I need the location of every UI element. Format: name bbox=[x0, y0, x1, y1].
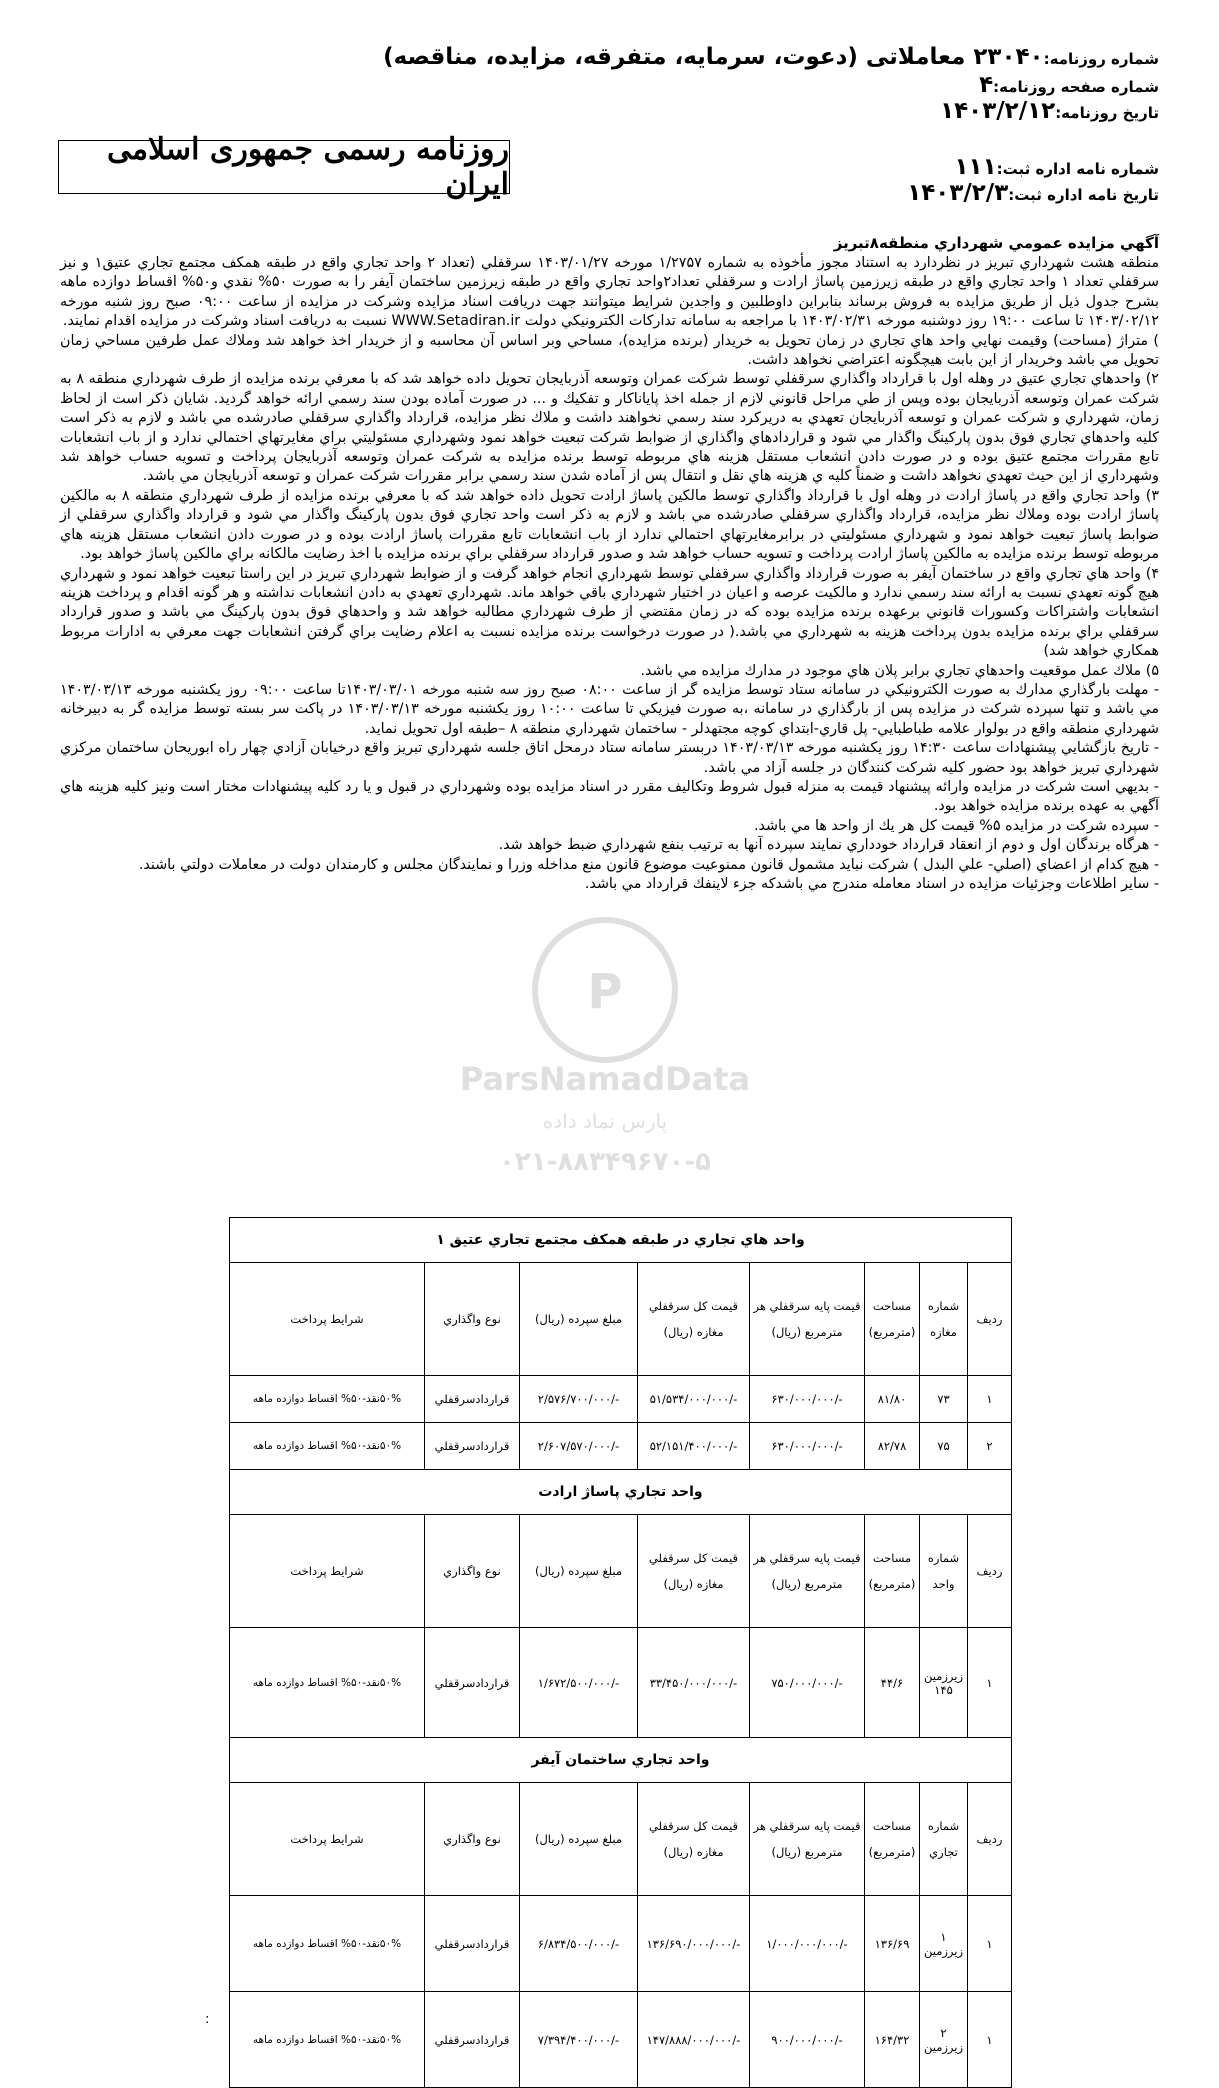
table-cell: ۵۰%نقد-۵۰% اقساط دوازده ماهه bbox=[229, 1423, 424, 1470]
page-number-line bbox=[979, 72, 1159, 98]
notice-item-5: ۵) ملاك عمل موقعيت واحدهاي تجاري برابر پلان هاي موجود در مدارك مزايده مي باشد. bbox=[640, 662, 1159, 679]
table-cell: ۱ bbox=[968, 1992, 1012, 2088]
table-cell: قراردادسرقفلي bbox=[425, 1896, 520, 1992]
notice-title: آگهي مزايده عمومي شهرداري منطقه۸تبريز bbox=[833, 234, 1159, 252]
table-cell: ۷۳ bbox=[920, 1376, 968, 1423]
table-1-header: قيمت كل سرقفلي مغازه (ريال) bbox=[638, 1263, 750, 1376]
table-3-header: شماره تجاري bbox=[920, 1783, 968, 1896]
watermark-subtitle: پارس نماد داده bbox=[542, 1109, 668, 1133]
gazette-logo bbox=[58, 132, 510, 202]
table-row bbox=[229, 1423, 1011, 1470]
table-cell: ۱ bbox=[968, 1896, 1012, 1992]
table-cell: قراردادسرقفلي bbox=[425, 1992, 520, 2088]
table-row bbox=[229, 1628, 1011, 1738]
table-cell: ۲ زيرزمين bbox=[920, 1992, 968, 2088]
issue-label: شماره روزنامه: bbox=[1043, 50, 1159, 68]
table-row bbox=[229, 1896, 1011, 1992]
table-3-header-row bbox=[229, 1783, 1011, 1896]
table-1-header: نوع واگذاري bbox=[425, 1263, 520, 1376]
table-cell: ۱۴۷/۸۸۸/۰۰۰/۰۰۰/- bbox=[638, 1992, 750, 2088]
table-1-header-row bbox=[229, 1263, 1011, 1376]
table-2-header-row bbox=[229, 1515, 1011, 1628]
issue-line bbox=[383, 44, 1159, 70]
issue-value: ۲۳۰۴۰ معاملاتی (دعوت، سرمایه، متفرقه، مزایده، مناقصه) bbox=[383, 44, 1044, 70]
table-cell: ۹۰۰/۰۰۰/۰۰۰/- bbox=[750, 1992, 865, 2088]
table-cell: ۴۴/۶ bbox=[865, 1628, 920, 1738]
notice-bullet-7: - ساير اطلاعات وجزئيات مزايده در اسناد معامله مندرج مي باشدكه جزء لاينفك قرارداد مي باشد. bbox=[584, 876, 1159, 892]
table-cell: ۵۰%نقد-۵۰% اقساط دوازده ماهه bbox=[229, 1896, 424, 1992]
table-cell: ۱/۰۰۰/۰۰۰/۰۰۰/- bbox=[750, 1896, 865, 1992]
registry-date-value: ۱۴۰۳/۲/۳ bbox=[907, 180, 1009, 206]
table-row bbox=[229, 1376, 1011, 1423]
table-2-header: رديف bbox=[968, 1515, 1012, 1628]
notice-bullet-5: - هرگاه برندگان اول و دوم از انعقاد قرارداد خودداري نمايند سپرده آنها به ترتيب بنفع شهرداري ضبط خواهد شد. bbox=[498, 837, 1159, 854]
page-label: شماره صفحه روزنامه: bbox=[993, 78, 1159, 96]
table-1-header: رديف bbox=[968, 1263, 1012, 1376]
table-cell: ۸۱/۸۰ bbox=[865, 1376, 920, 1423]
date-value: ۱۴۰۳/۲/۱۲ bbox=[940, 98, 1056, 124]
table-cell: ۶۳۰/۰۰۰/۰۰۰/- bbox=[750, 1423, 865, 1470]
table-cell: ۱۳۶/۶۹ bbox=[865, 1896, 920, 1992]
table-cell: ۳۳/۴۵۰/۰۰۰/۰۰۰/- bbox=[638, 1628, 750, 1738]
table-cell: ۶۳۰/۰۰۰/۰۰۰/- bbox=[750, 1376, 865, 1423]
date-line bbox=[940, 98, 1159, 124]
table-2-header: نوع واگذاري bbox=[425, 1515, 520, 1628]
registry-number-line bbox=[955, 154, 1159, 180]
notice-bullet-6: - هيچ كدام از اعضاي (اصلي- علي البدل ) شركت نبايد مشمول قانون ممنوعيت موضوع قانون منع مداخله وزرا و نمايندگان مجلس و كارمندان دولت در معاملات دولتي باشند. bbox=[138, 856, 1159, 873]
table-1-header: شرايط پرداخت bbox=[229, 1263, 424, 1376]
table-cell: ۱ bbox=[968, 1628, 1012, 1738]
notice-bullet-3: - بديهي است شركت در مزايده وارائه پيشنهاد قيمت به منزله قبول شروط وتكاليف مقرر در اسناد مزايده بوده وشهرداري در قبول و يا رد كليه پيشنهادات مختار است ونيز كليه هزينه هاي آگهي به عهده برنده مزايده خواهد بود. bbox=[60, 778, 1159, 815]
table-3-header: مبلغ سپرده (ريال) bbox=[520, 1783, 638, 1896]
registry-number-label: شماره نامه اداره ثبت: bbox=[996, 160, 1159, 178]
registry-number-value: ۱۱۱ bbox=[954, 154, 997, 180]
auction-tables bbox=[230, 1217, 1012, 2088]
notice-item-3: ۳) واحد تجاري واقع در پاساژ ارادت در وهله اول با قرارداد واگذاري توسط مالكين پاساژ ارادت تحويل داده خواهد شد كه با معرفي برنده مزايده از طرف شهرداري منطقه ۸ به مالكين پاساژ ارادت بوده وملاك نظر مزايده، قرارداد واگذاري سرقفلي صادرشده مي باشد و لازم به ذكر است واحد تجاري فوق بدون پاركينگ واگذار مي شود و قرارداد واگذاري سرقفلي از ضوابط پاساژ تبعيت خواهد نمود و شهرداري مسئوليتي در برابرمغايرتهاي احتمالي ندارد از باب انشعابات تابع مقررات پاساژ ارادت بوده و در صورت دادن انشعاب مستقل هزينه هاي مربوطه توسط برنده مزايده به مالكين پاساژ ارادت پرداخت و تسويه حساب خواهد شد و صدور قرارداد سرقفلي براي برنده مزايده با اخذ رضايت مالكانه براي مالكين پاساژ خواهد بود. bbox=[60, 487, 1159, 563]
date-label: تاریخ روزنامه: bbox=[1055, 104, 1159, 122]
table-cell: ۵۰%نقد-۵۰% اقساط دوازده ماهه bbox=[229, 1376, 424, 1423]
table-cell: ۲/۵۷۶/۷۰۰/۰۰۰/- bbox=[520, 1376, 638, 1423]
table-cell: ۵۲/۱۵۱/۴۰۰/۰۰۰/- bbox=[638, 1423, 750, 1470]
notice-item-2: ۲) واحدهاي تجاري عتيق در وهله اول با قرارداد واگذاري سرقفلي توسط شركت عمران وتوسعه آذربايجان تحويل داده خواهد شد كه با معرفي برنده مزايده از طرف شهرداري منطقه ۸ به شركت عمران وتوسعه آذربايجان بوده وپس از طي مراحل قانوني لازم از جمله اخذ پاياناكار و تفكيك و ... در صورت آماده بودن سند رسمي ارائه خواهد گرديد. شايان ذكر است از لحاظ زمان، شهرداري و شركت عمران و توسعه آذربايجان تعهدي به دريركرد سند رسمي نخواهند داشت و ملاك نظر مزايده، قرارداد واگذاري سرقفلي صادرشده مي باشد و لازم به ذكر است كليه واحدهاي تجاري فوق بدون پاركينگ واگذار مي شود و قراردادهاي واگذاري از ضوابط شركت تبعيت خواهد نمود وشهرداري مسئوليتي براي مغايرتهاي احتمالي ندارد و از باب انشعابات تابع مقررات مجتمع عتيق بوده و در صورت دادن انشعاب مستقل هزينه هاي مربوطه توسط برنده مزايده به شركت عمران وتوسعه آذربايجان پرداخت و تسويه حساب خواهد شد وشهرداري از اين حيث تعهدي نخواهد داشت و ضمناً كليه ي هزينه هاي نقل و انتقال پس از آماده شدن سند رسمي برابر مقررات شركت عمران و توسعه آذربايجان مي باشد. bbox=[60, 371, 1159, 485]
table-cell: ۲/۶۰۷/۵۷۰/۰۰۰/- bbox=[520, 1423, 638, 1470]
table-cell: ۷۵۰/۰۰۰/۰۰۰/- bbox=[750, 1628, 865, 1738]
table-cell: ۵۰%نقد-۵۰% اقساط دوازده ماهه bbox=[229, 1628, 424, 1738]
table-3-header: رديف bbox=[968, 1783, 1012, 1896]
auction-table bbox=[229, 1217, 1012, 2088]
table-3-header: شرايط پرداخت bbox=[229, 1783, 424, 1896]
table-2-header: قيمت پايه سرقفلي هر مترمربع (ريال) bbox=[750, 1515, 865, 1628]
table-3-header: قيمت پايه سرقفلي هر مترمربع (ريال) bbox=[750, 1783, 865, 1896]
table-cell: قراردادسرقفلي bbox=[425, 1628, 520, 1738]
notice-body bbox=[60, 254, 1159, 894]
notice-bullet-4: - سپرده شركت در مزايده ۵% قيمت كل هر يك از واحد ها مي باشد. bbox=[753, 817, 1159, 834]
table-2-title: واحد تجاري پاساژ ارادت bbox=[229, 1470, 1011, 1515]
notice-intro: منطقه هشت شهرداري تبريز در نظردارد به استناد مجوز مأخوذه به شماره ۱/۲۷۵۷ مورخه ۱۴۰۳/۰۱/۲۷ سرقفلي (تعداد ۲ واحد تجاري واقع در طبقه همكف مجتمع تجاري عتيق۱ و نيز سرقفلي تعداد ۱ واحد تجاري واقع در طبقه زيرزمين پاساژ ارادت و سرقفلي تعداد۲واحد تجاري واقع در طبقه زيرزمين ساختمان آيفر را به صورت ۵۰% نقدي و۵۰% اقساط دوازده ماهه بشرح جدول ذيل از طريق مزايده به فروش برساند بنابراين داوطلبين و واجدين شرايط ميتوانند جهت دريافت اسناد مزايده وشركت در مزايده از ساعت ۰۹:۰۰ صبح روز شنبه مورخه ۱۴۰۳/۰۲/۱۲ تا ساعت ۱۹:۰۰ روز دوشنبه مورخه ۱۴۰۳/۰۲/۳۱ با مراجعه به سامانه تداركات الكترونيكي دولت WWW.Setadiran.ir نسبت به دريافت اسناد وشركت در مزايده اقدام نمايند. bbox=[60, 255, 1159, 330]
table-2-header: قيمت كل سرقفلي مغازه (ريال) bbox=[638, 1515, 750, 1628]
table-3-header: مساحت (مترمربع) bbox=[865, 1783, 920, 1896]
table-cell: ۷/۳۹۴/۴۰۰/۰۰۰/- bbox=[520, 1992, 638, 2088]
table-1-title: واحد هاي تجاري در طبقه همكف مجتمع تجاري عتيق ۱ bbox=[229, 1218, 1011, 1263]
table-row bbox=[229, 1992, 1011, 2088]
table-cell: قراردادسرقفلي bbox=[425, 1376, 520, 1423]
table-cell: ۱ زيرزمين bbox=[920, 1896, 968, 1992]
table-cell: ۸۲/۷۸ bbox=[865, 1423, 920, 1470]
table-1-header: شماره مغازه bbox=[920, 1263, 968, 1376]
notice-bullet-2: - تاريخ بازگشايي پيشنهادات ساعت ۱۴:۳۰ روز يكشنبه مورخه ۱۴۰۳/۰۳/۱۳ دربستر سامانه ستاد درمحل اتاق جلسه شهرداري تبريز واقع درخيابان آزادي چهار راه ابوريحان ساختمان مركزي شهرداري تبريز خواهد بود حضور كليه شركت كنندگان در جلسه آزاد مي باشد. bbox=[60, 740, 1160, 776]
table-3-header: قيمت كل سرقفلي مغازه (ريال) bbox=[638, 1783, 750, 1896]
table-cell: ۱/۶۷۲/۵۰۰/۰۰۰/- bbox=[520, 1628, 638, 1738]
table-cell: قراردادسرقفلي bbox=[425, 1423, 520, 1470]
table-cell: ۱۳۶/۶۹۰/۰۰۰/۰۰۰/- bbox=[638, 1896, 750, 1992]
notice-bullet-1: - مهلت بارگذاري مدارك به صورت الكترونيكي در سامانه ستاد توسط مزايده گر از ساعت ۰۸:۰۰ صبح روز سه شنبه مورخه ۱۴۰۳/۰۳/۰۱تا ساعت ۰۹:۰۰ روز يكشنبه مورخه ۱۴۰۳/۰۳/۱۳ مي باشد و تنها سپرده شركت در مزايده پس از بارگذاري در سامانه ،به صورت فيزيكي تا ساعت ۱۰:۰۰ روز يكشنبه مورخه ۱۴۰۳/۰۳/۱۳ در پاكت سر بسته توسط مزايده گر به دبيرخانه شهرداري منطقه واقع در بولوار علامه طباطبايي- پل قاري-ابتداي كوچه مجتهدلر - ساختمان شهرداري منطقه ۸ –طبقه اول تحويل نمايد. bbox=[60, 681, 1160, 737]
registry-date-line bbox=[907, 180, 1159, 206]
registry-date-label: تاریخ نامه اداره ثبت: bbox=[1008, 186, 1159, 204]
notice-item-4: ۴) واحد هاي تجاري واقع در ساختمان آيفر به صورت قرارداد واگذاري سرقفلي توسط شهرداري انجام خواهد گرفت و از ضوابط شهرداري تبريز در اين راستا تبعيت خواهد نمود و شهرداري هيچ گونه تعهدي نسبت به ارائه سند رسمي ندارد و مالكيت عرصه و اعيان در اختيار شهرداري باقي خواهد ماند. شهرداري تعهدي به دادن انشعابات نداشته و هر گونه اقدام و پرداخت هزينه انشعابات واشتراكات وكسورات قانوني برعهده برنده مزايده بوده كه در زمان مقتضي از طرف شهرداري مطالبه خواهد شد و واحدهاي فوق بدون پاركينگ مي باشد و صدور قرارداد سرقفلي براي برنده مزايده بدون پرداخت هزينه به شهرداري مي باشد.( در صورت درخواست برنده مزايده نسبت به اعلام رضايت براي گرفتن انشعابات جهت معرفي به ادارات مربوط همكاري خواهد شد) bbox=[60, 565, 1159, 660]
table-3-title: واحد تجاري ساختمان آيفر bbox=[229, 1738, 1011, 1783]
table-cell: ۷۵ bbox=[920, 1423, 968, 1470]
table-2-header: مساحت (مترمربع) bbox=[865, 1515, 920, 1628]
table-3-header: نوع واگذاري bbox=[425, 1783, 520, 1896]
gazette-logo-text: روزنامه رسمی جمهوری اسلامی ایران bbox=[106, 132, 509, 202]
table-cell: زيرزمين ۱۴۵ bbox=[920, 1628, 968, 1738]
watermark bbox=[440, 880, 770, 1200]
table-cell: ۵۰%نقد-۵۰% اقساط دوازده ماهه bbox=[229, 1992, 424, 2088]
table-1-header: قيمت پايه سرقفلي هر مترمربع (ريال) bbox=[750, 1263, 865, 1376]
table-cell: ۱۶۴/۳۲ bbox=[865, 1992, 920, 2088]
watermark-brand: ParsNamadData bbox=[459, 1060, 751, 1098]
watermark-phone: ۰۲۱-۸۸۳۴۹۶۷۰-۵ bbox=[498, 1147, 712, 1177]
table-cell: ۲ bbox=[968, 1423, 1012, 1470]
page-value: ۴ bbox=[979, 72, 994, 98]
page-edge-mark: : bbox=[205, 2012, 210, 2027]
table-cell: ۵۱/۵۳۴/۰۰۰/۰۰۰/- bbox=[638, 1376, 750, 1423]
table-2-header: شرايط پرداخت bbox=[229, 1515, 424, 1628]
table-1-header: مساحت (مترمربع) bbox=[865, 1263, 920, 1376]
svg-text:P: P bbox=[587, 964, 623, 1020]
table-cell: ۱ bbox=[968, 1376, 1012, 1423]
table-2-header: مبلغ سپرده (ريال) bbox=[520, 1515, 638, 1628]
table-1-header: مبلغ سپرده (ريال) bbox=[520, 1263, 638, 1376]
table-cell: ۶/۸۳۴/۵۰۰/۰۰۰/- bbox=[520, 1896, 638, 1992]
watermark-seal-icon bbox=[440, 880, 770, 1200]
table-2-header: شماره واحد bbox=[920, 1515, 968, 1628]
notice-item-1: ) متراژ (مساحت) وقيمت نهايي واحد هاي تجاري در زمان تحويل به خريدار (برنده مزايده)، مساحي وبر اساس آن محاسبه و از خريدار اخذ خواهد شد وملاك عمل طرفين مساحي زمان تحويل مي باشد وخريدار از اين بابت هيچگونه اعتراضي نخواهد داشت. bbox=[60, 332, 1159, 369]
